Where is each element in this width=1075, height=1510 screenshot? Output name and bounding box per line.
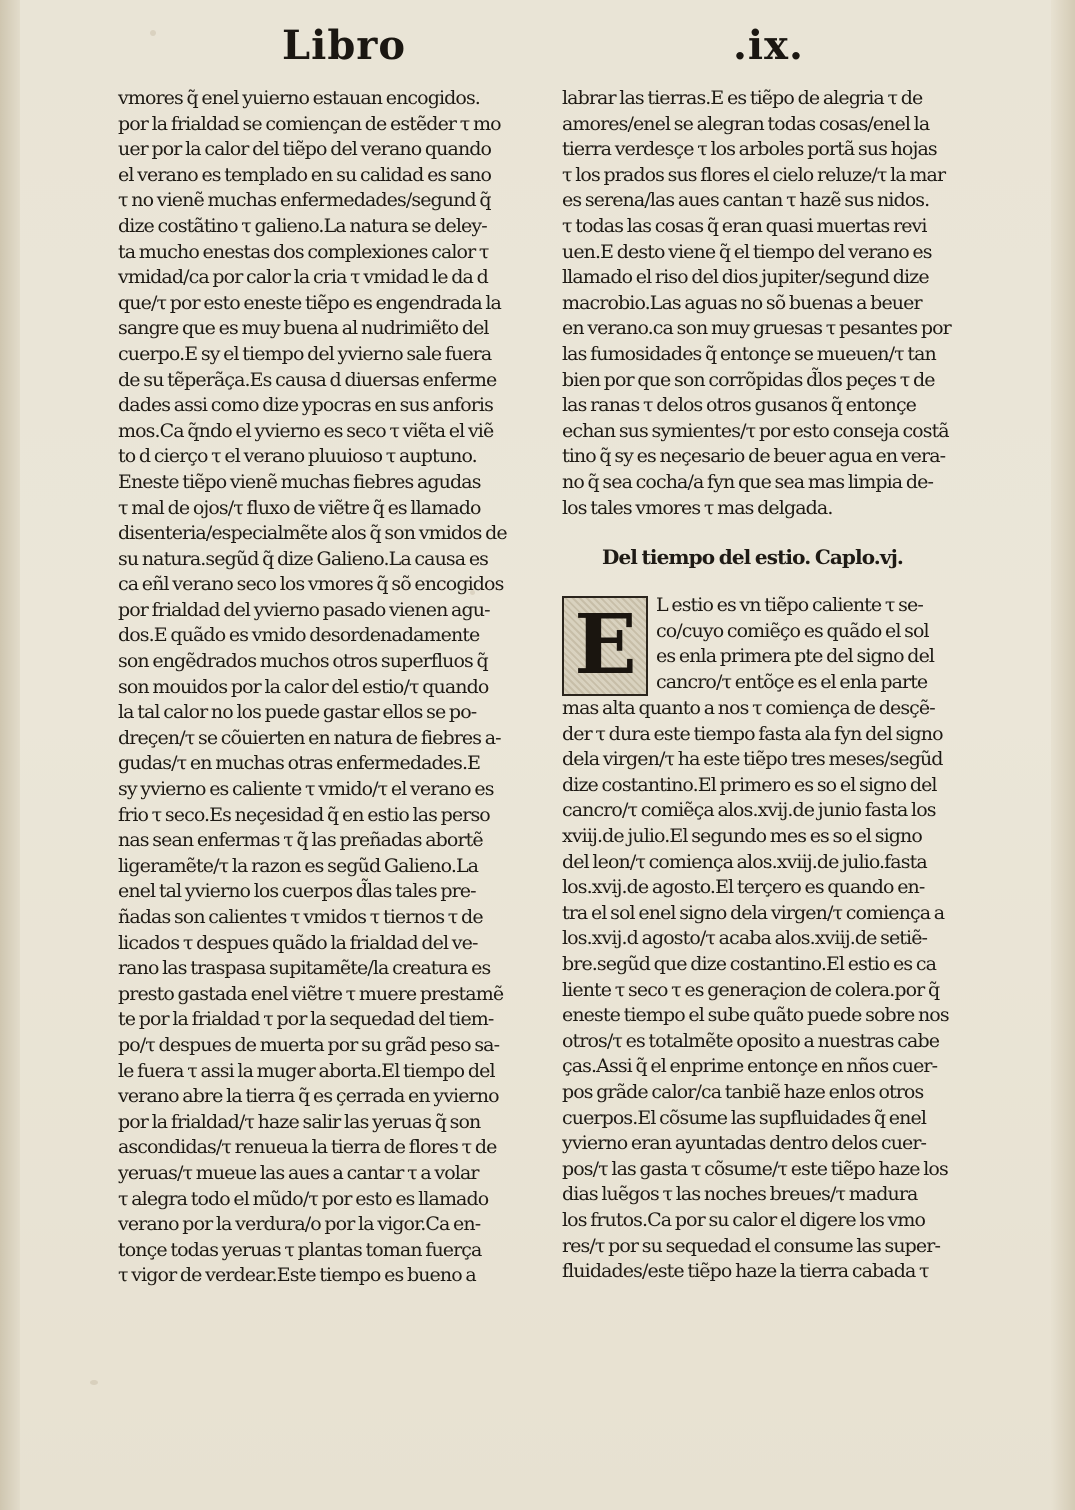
text-line: bre.segũd que dize costantino.El estio es ca <box>562 953 937 976</box>
text-line: macrobio.Las aguas no sõ buenas a beuer <box>562 291 922 314</box>
text-line: nas sean enfermas τ q̃ las preñadas abortẽ <box>118 829 483 852</box>
text-line: disenteria/especialmẽte alos q̃ son vmidos de <box>118 522 507 545</box>
text-line: son mouidos por la calor del estio/τ quando <box>118 675 489 698</box>
text-line: las ranas τ delos otros gusanos q̃ entonçe <box>562 394 917 417</box>
text-line: uen.E desto viene q̃ el tiempo del verano es <box>562 240 932 263</box>
text-line: dize costantino.El primero es so el signo del <box>562 773 937 796</box>
text-line: co/cuyo comiẽço es quãdo el sol <box>656 619 929 642</box>
chapter-title: Del tiempo del estio. Caplo.vj. <box>602 545 903 570</box>
text-line: Eneste tiẽpo vienẽ muchas fiebres agudas <box>118 470 481 493</box>
running-head-left: Libro <box>282 22 407 69</box>
text-line: licados τ despues quãdo la frialdad del ve- <box>118 931 478 954</box>
chapter-opening <box>562 593 948 695</box>
text-line: τ vigor de verdear.Este tiempo es bueno a <box>118 1264 476 1287</box>
text-line: su natura.segũd q̃ dize Galieno.La causa es <box>118 547 489 570</box>
text-line: rano las traspasa supitamẽte/la creatura es <box>118 957 491 980</box>
text-line: po/τ despues de muerta por su grãd peso sa- <box>118 1033 500 1056</box>
text-line: que/τ por esto eneste tiẽpo es engendrada la <box>118 291 501 314</box>
text-line: τ mal de ojos/τ fluxo de viẽtre q̃ es llamado <box>118 496 481 519</box>
text-line: verano abre la tierra q̃ es çerrada en yvierno <box>118 1085 499 1108</box>
text-line: ta mucho enestas dos complexiones calor τ <box>118 240 489 263</box>
text-line: te por la frialdad τ por la sequedad del tiem- <box>118 1008 494 1031</box>
text-line: tierra verdesçe τ los arboles portã sus hojas <box>562 138 937 161</box>
text-line: del leon/τ comiença alos.xviij.de julio.fasta <box>562 850 927 873</box>
text-line: dos.E quãdo es vmido desordenadamente <box>118 624 480 647</box>
text-line: la tal calor no los puede gastar ellos se po- <box>118 701 477 724</box>
text-line: vmidad/ca por calor la cria τ vmidad le da d <box>118 266 488 289</box>
text-line: yeruas/τ mueue las aues a cantar τ a volar <box>118 1161 479 1184</box>
text-line: sy yvierno es caliente τ vmido/τ el verano es <box>118 778 494 801</box>
paper-spot <box>90 1380 98 1385</box>
text-line: τ los prados sus flores el cielo reluze/τ la mar <box>562 163 946 186</box>
text-line: echan sus symientes/τ por esto consejа costã <box>562 419 949 442</box>
page-left-edge <box>0 0 20 1510</box>
text-line: ca eñl verano seco los vmores q̃ sõ encogidos <box>118 573 504 596</box>
text-line: los.xvij.de agosto.El terçero es quando en- <box>562 876 925 899</box>
page-right-edge <box>1051 0 1075 1510</box>
text-line: ças.Assi q̃ el enprime entonçe en nños cuer- <box>562 1055 938 1078</box>
text-line: dades assi como dize ypocras en sus anforis <box>118 394 493 417</box>
left-text-column <box>118 86 506 1289</box>
text-line: cancro/τ comiẽça alos.xvij.de junio fasta los <box>562 799 936 822</box>
text-line: los frutos.Ca por su calor el digere los vmo <box>562 1208 926 1231</box>
text-line: pos/τ las gasta τ cõsume/τ este tiẽpo haze los <box>562 1157 948 1180</box>
text-line: tonçe todas yeruas τ plantas toman fuerça <box>118 1238 482 1261</box>
text-line: en verano.ca son muy gruesas τ pesantes por <box>562 317 951 340</box>
text-line: L estio es vn tiẽpo caliente τ se- <box>656 594 923 617</box>
text-line: to d cierço τ el verano pluuioso τ auptuno. <box>118 445 477 468</box>
text-line: yvierno eran ayuntadas dentro delos cuer- <box>562 1132 927 1155</box>
text-line: fluidades/este tiẽpo haze la tierra cabada τ <box>562 1260 929 1283</box>
text-line: τ no vienẽ muchas enfermedades/segund q̃ <box>118 189 491 212</box>
text-line: las fumosidades q̃ entonçe se mueuen/τ tan <box>562 342 936 365</box>
right-column-continuation <box>562 86 951 521</box>
text-line: τ alegra todo el mũdo/τ por esto es llamado <box>118 1187 489 1210</box>
text-line: dela virgen/τ ha este tiẽpo tres meses/segũd <box>562 748 943 771</box>
text-line: cuerpo.E sy el tiempo del yvierno sale fuera <box>118 342 492 365</box>
text-line: ascondidas/τ renueua la tierra de flores τ de <box>118 1136 497 1159</box>
text-line: los.xvij.d agosto/τ acaba alos.xviij.de setiẽ- <box>562 927 928 950</box>
text-line: los tales vmores τ mas delgada. <box>562 496 833 519</box>
text-line: le fuera τ assi la muger aborta.El tiempo del <box>118 1059 495 1082</box>
text-line: dias luẽgos τ las noches breues/τ madura <box>562 1183 918 1206</box>
text-line: tra el sol enel signo dela virgen/τ comiença a <box>562 901 945 924</box>
text-line: cuerpos.El cõsume las supfluidades q̃ enel <box>562 1106 927 1129</box>
text-line: uer por la calor del tiẽpo del verano quando <box>118 138 492 161</box>
text-line: mas alta quanto a nos τ comiença de desçẽ- <box>562 697 935 720</box>
text-line: vmores q̃ enel yuierno estauan encogidos. <box>118 87 480 109</box>
initial-letter: E <box>574 597 636 694</box>
text-line: otros/τ es totalmẽte oposito a nuestras cabe <box>562 1029 940 1052</box>
text-line: ñadas son calientes τ vmidos τ tiernos τ de <box>118 906 483 928</box>
text-line: mos.Ca q̃ndo el yvierno es seco τ viẽta el viẽ <box>118 419 494 442</box>
text-line: son engẽdrados muchos otros superfluos q̃ <box>118 650 488 673</box>
text-line: tino q̃ sy es neçesario de beuer agua en vera- <box>562 445 946 468</box>
text-line: el verano es templado en su calidad es sano <box>118 163 492 186</box>
text-line: ligeramẽte/τ la razon es segũd Galieno.La <box>118 854 479 877</box>
paper-spot <box>150 30 156 36</box>
text-line: gudas/τ en muchas otras enfermedades.E <box>118 752 481 775</box>
folio-number: .ix. <box>733 22 804 69</box>
right-text-column <box>562 86 951 1285</box>
text-line: por la frialdad se comiençan de estẽder τ mo <box>118 112 501 135</box>
text-line: der τ dura este tiempo fasta ala fyn del signo <box>562 722 943 745</box>
text-line: τ todas las cosas q̃ eran quasi muertas revi <box>562 214 927 237</box>
text-line: enel tal yvierno los cuerpos d̃las tales pre- <box>118 880 476 903</box>
text-line: frio τ seco.Es neçesidad q̃ en estio las perso <box>118 803 490 826</box>
text-line: verano por la verdura/o por la vigor.Ca en- <box>118 1213 481 1236</box>
text-line: pos grãde calor/ca tanbiẽ haze enlos otros <box>562 1081 924 1103</box>
text-line: es enla primera pte del signo del <box>656 645 935 668</box>
text-line: res/τ por su sequedad el consume las super- <box>562 1234 940 1257</box>
text-line: por la frialdad/τ haze salir las yeruas q̃ son <box>118 1110 481 1133</box>
text-line: eneste tiempo el sube quãto puede sobre nos <box>562 1004 949 1027</box>
text-line: es serena/las aues cantan τ hazẽ sus nidos. <box>562 189 930 212</box>
text-line: de su tẽperãça.Es causa d diuersas enferme <box>118 368 497 391</box>
text-line: labrar las tierras.E es tiẽpo de alegria τ de <box>562 87 923 109</box>
text-line: liente τ seco τ es generaçion de colera.por q̃ <box>562 978 940 1001</box>
text-line: amores/enel se alegran todas cosas/enel la <box>562 112 930 135</box>
text-line: presto gastada enel viẽtre τ muere prestamẽ <box>118 982 504 1005</box>
text-line: sangre que es muy buena al nudrimiẽto del <box>118 317 489 340</box>
chapter-body <box>562 696 948 1285</box>
text-line: por frialdad del yvierno pasado vienen agu- <box>118 598 490 621</box>
text-line: cancro/τ entõçe es el enla parte <box>656 670 928 693</box>
text-line: no q̃ sea cocha/a fyn que sea mas limpia de- <box>562 470 933 493</box>
text-line: dize costãtino τ galieno.La natura se deley- <box>118 214 487 237</box>
text-line: llamado el riso del dios jupiter/segund dize <box>562 266 929 289</box>
text-line: xviij.de julio.El segundo mes es so el signo <box>562 825 922 848</box>
decorated-initial <box>562 596 648 696</box>
text-line: bien por que son corrõpidas d̃los peçes τ de <box>562 368 935 391</box>
text-line: dreçen/τ se cõuierten en natura de fiebres a- <box>118 726 501 749</box>
